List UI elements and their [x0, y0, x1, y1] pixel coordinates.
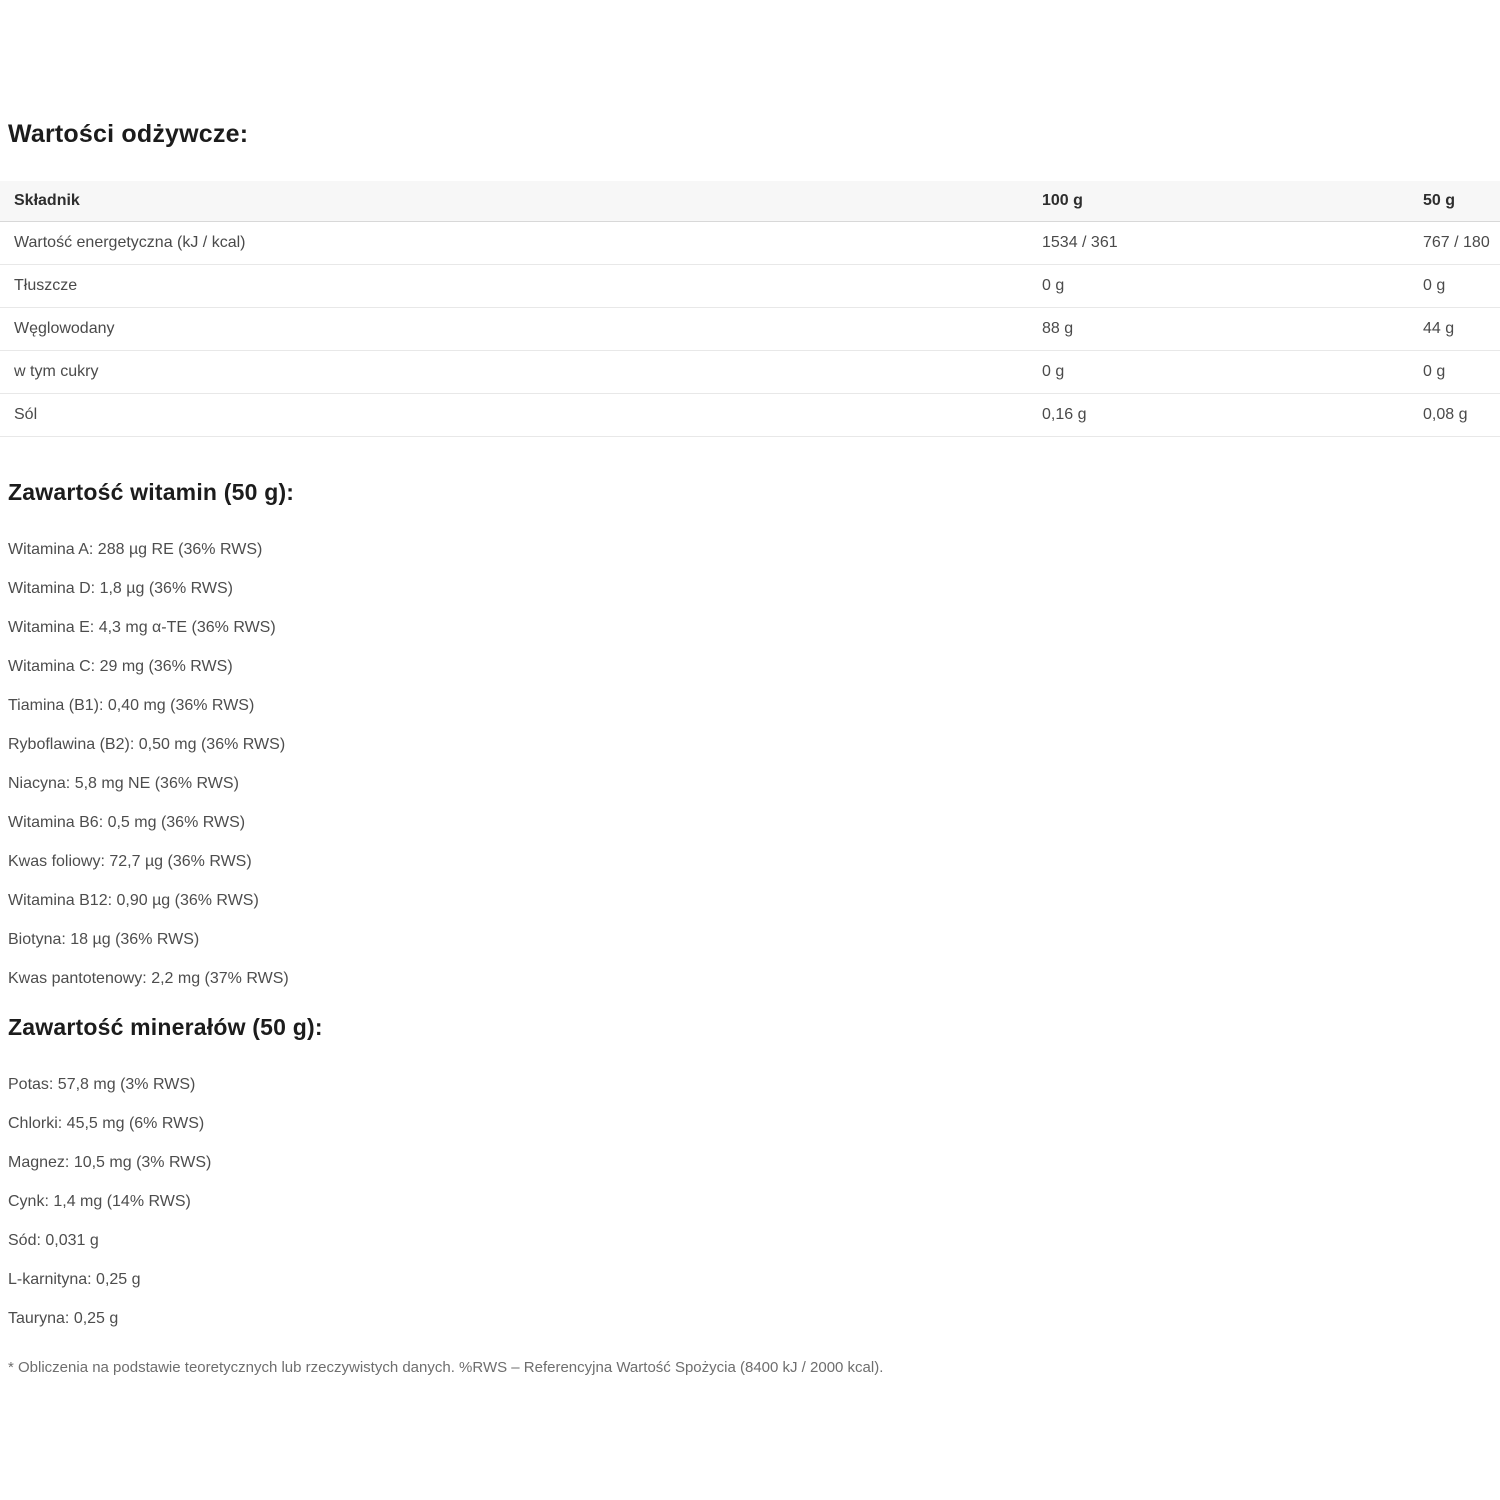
- vitamin-item: Kwas foliowy: 72,7 µg (36% RWS): [8, 852, 252, 870]
- table-row: [0, 221, 1500, 264]
- vitamin-item: Tiamina (B1): 0,40 mg (36% RWS): [8, 696, 255, 714]
- mineral-item: Cynk: 1,4 mg (14% RWS): [8, 1192, 191, 1210]
- table-row: [0, 350, 1500, 393]
- mineral-item: Sód: 0,031 g: [8, 1231, 99, 1249]
- nutrition-table-body: [0, 221, 1500, 436]
- ingredient-name: Węglowodany: [0, 307, 1042, 350]
- mineral-item: Chlorki: 45,5 mg (6% RWS): [8, 1114, 205, 1132]
- value-per-100g: 1534 / 361: [1042, 221, 1423, 264]
- mineral-item: Tauryna: 0,25 g: [8, 1309, 119, 1327]
- vitamin-item: Niacyna: 5,8 mg NE (36% RWS): [8, 774, 239, 792]
- value-per-50g: 0,08 g: [1423, 393, 1500, 436]
- vitamin-item: Witamina B6: 0,5 mg (36% RWS): [8, 813, 246, 831]
- table-row: [0, 393, 1500, 436]
- mineral-list: [0, 1075, 1500, 1328]
- value-per-50g: 0 g: [1423, 350, 1500, 393]
- mineral-item: Potas: 57,8 mg (3% RWS): [8, 1075, 196, 1093]
- footnote: * Obliczenia na podstawie teoretycznych lub rzeczywistych danych. %RWS – Referencyjna Wartość Spożycia (8400 kJ / 2000 kcal).: [8, 1358, 884, 1376]
- mineral-item: L-karnityna: 0,25 g: [8, 1270, 141, 1288]
- value-per-50g: 0 g: [1423, 264, 1500, 307]
- mineral-item: Magnez: 10,5 mg (3% RWS): [8, 1153, 212, 1171]
- value-per-100g: 88 g: [1042, 307, 1423, 350]
- nutrition-table-header: [0, 181, 1500, 221]
- value-per-50g: 767 / 180: [1423, 221, 1500, 264]
- nutrition-table: [0, 181, 1500, 437]
- vitamins-heading: Zawartość witamin (50 g):: [8, 478, 295, 505]
- value-per-100g: 0 g: [1042, 350, 1423, 393]
- column-header-ingredient: Składnik: [0, 181, 1042, 221]
- table-row: [0, 307, 1500, 350]
- minerals-heading: Zawartość minerałów (50 g):: [8, 1013, 323, 1040]
- vitamin-item: Biotyna: 18 µg (36% RWS): [8, 930, 200, 948]
- column-header-50g: 50 g: [1423, 181, 1500, 221]
- vitamin-item: Kwas pantotenowy: 2,2 mg (37% RWS): [8, 969, 289, 987]
- value-per-100g: 0,16 g: [1042, 393, 1423, 436]
- table-header-row: [0, 181, 1500, 221]
- table-row: [0, 264, 1500, 307]
- value-per-50g: 44 g: [1423, 307, 1500, 350]
- vitamin-item: Witamina E: 4,3 mg α-TE (36% RWS): [8, 618, 276, 636]
- value-per-100g: 0 g: [1042, 264, 1423, 307]
- vitamin-item: Witamina B12: 0,90 µg (36% RWS): [8, 891, 259, 909]
- vitamin-item: Ryboflawina (B2): 0,50 mg (36% RWS): [8, 735, 286, 753]
- page-title: Wartości odżywcze:: [8, 120, 249, 148]
- vitamin-item: Witamina C: 29 mg (36% RWS): [8, 657, 233, 675]
- column-header-100g: 100 g: [1042, 181, 1423, 221]
- vitamin-item: Witamina A: 288 µg RE (36% RWS): [8, 540, 263, 558]
- ingredient-name: w tym cukry: [0, 350, 1042, 393]
- ingredient-name: Wartość energetyczna (kJ / kcal): [0, 221, 1042, 264]
- ingredient-name: Sól: [0, 393, 1042, 436]
- ingredient-name: Tłuszcze: [0, 264, 1042, 307]
- vitamin-list: [0, 540, 1500, 988]
- vitamin-item: Witamina D: 1,8 µg (36% RWS): [8, 579, 233, 597]
